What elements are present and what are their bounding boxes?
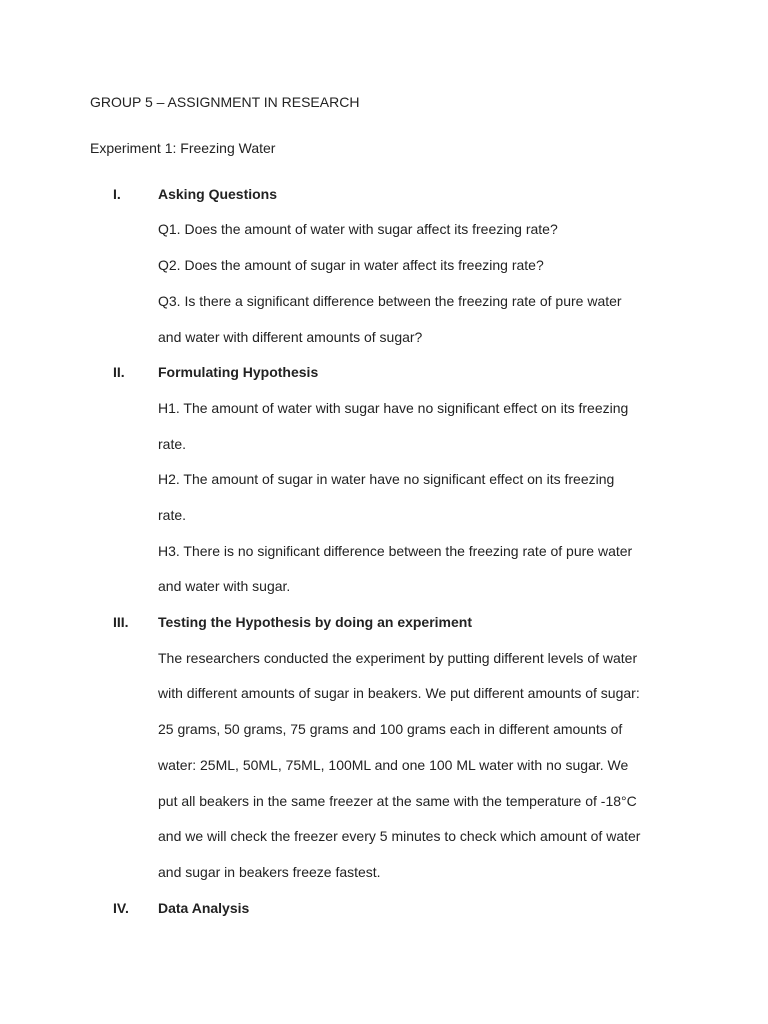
section-1-line: Q2. Does the amount of sugar in water affect its freezing rate? xyxy=(158,257,544,273)
section-2-line: H1. The amount of water with sugar have no significant effect on its freezing xyxy=(158,400,629,416)
section-3-heading: Testing the Hypothesis by doing an experiment xyxy=(158,614,473,630)
section-3-line: and we will check the freezer every 5 minutes to check which amount of water xyxy=(158,828,641,844)
section-1-line: and water with different amounts of sugar? xyxy=(158,329,423,345)
section-3-line: The researchers conducted the experiment by putting different levels of water xyxy=(158,650,638,666)
section-2-line: rate. xyxy=(158,436,187,452)
section-3-line: and sugar in beakers freeze fastest. xyxy=(158,864,381,880)
section-2-line: H3. There is no significant difference between the freezing rate of pure water xyxy=(158,543,633,559)
section-2-line: H2. The amount of sugar in water have no significant effect on its freezing xyxy=(158,471,615,487)
section-1-line: Q3. Is there a significant difference between the freezing rate of pure water xyxy=(158,293,622,309)
section-2-line: rate. xyxy=(158,507,187,523)
section-3-line: with different amounts of sugar in beakers. We put different amounts of sugar: xyxy=(158,685,640,701)
section-4-number: IV. xyxy=(113,900,129,916)
section-3-line: 25 grams, 50 grams, 75 grams and 100 grams each in different amounts of xyxy=(158,721,623,737)
section-2-line: and water with sugar. xyxy=(158,578,291,594)
experiment-title: Experiment 1: Freezing Water xyxy=(90,140,276,156)
section-1-heading: Asking Questions xyxy=(158,186,278,202)
section-2-heading: Formulating Hypothesis xyxy=(158,364,319,380)
section-2-number: II. xyxy=(113,364,125,380)
section-3-number: III. xyxy=(113,614,129,630)
section-4-heading: Data Analysis xyxy=(158,900,250,916)
section-1-number: I. xyxy=(113,186,121,202)
section-3-line: put all beakers in the same freezer at the same with the temperature of -18°C xyxy=(158,793,637,809)
section-3-line: water: 25ML, 50ML, 75ML, 100ML and one 100 ML water with no sugar. We xyxy=(158,757,629,773)
section-1-line: Q1. Does the amount of water with sugar affect its freezing rate? xyxy=(158,221,558,237)
document-title: GROUP 5 – ASSIGNMENT IN RESEARCH xyxy=(90,94,360,110)
